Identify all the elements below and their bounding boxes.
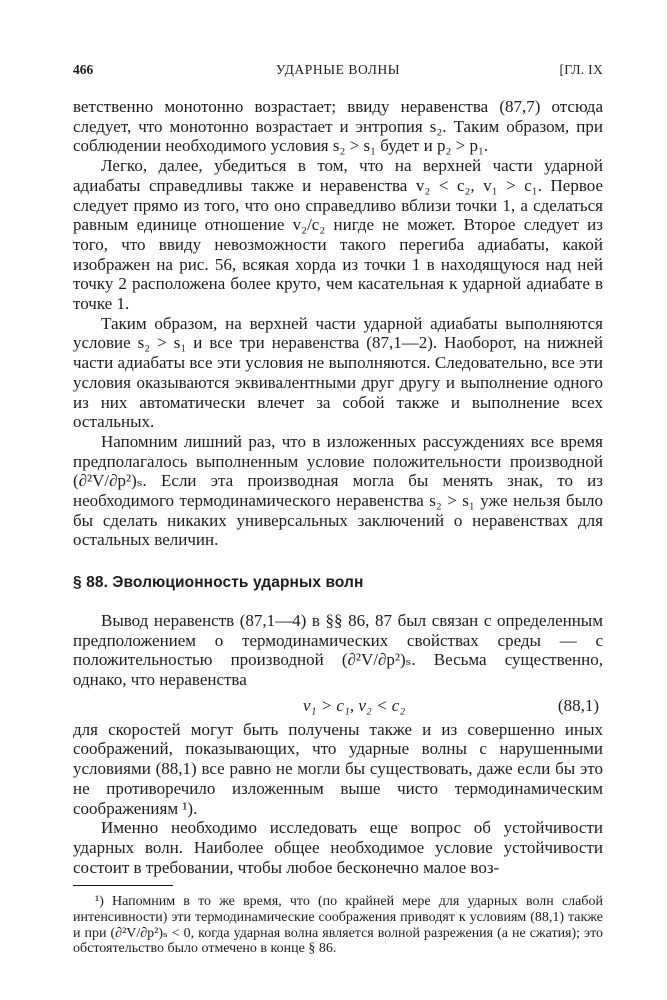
footnote-text: ¹) Напомним в то же время, что (по крайней мере для ударных волн слабой интенсивности) эти термодинамические соображения приводят к условиям (88,1) также и при (∂²V/∂p²)ₛ < 0, когда ударная волна является волной разрежения (а не сжатия); это обстоятельство было отмечено в конце § 86. bbox=[73, 894, 603, 957]
section-heading: § 88. Эволюционность ударных волн bbox=[73, 574, 364, 592]
paragraph: Напомним лишний раз, что в изложенных рассуждениях все время предполагалось выполненным условие положительности производной (∂²V/∂p²)ₛ. Если эта производная могла бы менять знак, то из необходимого термодинамического неравенства s₂ > s₁ уже нельзя было бы сделать никаких универсальных заключений о неравенствах для остальных величин. bbox=[73, 431, 603, 550]
footnote bbox=[73, 894, 603, 956]
page-body bbox=[73, 97, 603, 957]
paragraph-continued: ветственно монотонно возрастает; ввиду неравенства (87,7) отсюда следует, что монотонно возрастает и энтропия s₂. Таким образом, при соблюдении необходимого условия s₂ > s₁ будет и p₂ > p₁. bbox=[73, 97, 603, 156]
chapter-label: [ГЛ. IX bbox=[559, 62, 603, 77]
display-formula bbox=[73, 694, 603, 718]
paragraph-continued: для скоростей могут быть получены также и из совершенно иных соображений, показывающих, что ударные волны с нарушенными условиями (88,1) все равно не могли бы существовать, даже если бы это не противоречило изложенным выше чисто термодинамическим соображениям ¹). bbox=[73, 719, 603, 818]
paragraph: Именно необходимо исследовать еще вопрос об устойчивости ударных волн. Наиболее общее необходимое условие устойчивости состоит в требовании, чтобы любое бесконечно малое воз- bbox=[73, 818, 603, 877]
page-number: 466 bbox=[73, 62, 94, 77]
formula-number: (88,1) bbox=[557, 695, 599, 715]
paragraph: Легко, далее, убедиться в том, что на верхней части ударной адиабаты справедливы также и неравенства v₂ < c₂, v₁ > c₁. Первое следует прямо из того, что оно справедливо вблизи точки 1, а сделаться равным единице отношение v₂/c₂ нигде не может. Второе следует из того, что ввиду невозможности такого перегиба адиабаты, какой изображен на рис. 56, всякая хорда из точки 1 в находящуюся над ней точку 2 расположена более круто, чем касательная к ударной адиабате в точке 1. bbox=[73, 156, 603, 314]
page-header bbox=[73, 62, 603, 82]
running-title: УДАРНЫЕ ВОЛНЫ bbox=[275, 62, 401, 77]
paragraph: Вывод неравенств (87,1—4) в §§ 86, 87 был связан с определенным предположением о термодинамических свойствах среды — с положительностью производной (∂²V/∂p²)ₛ. Весьма существенно, однако, что неравенства bbox=[73, 610, 603, 689]
footnote-rule bbox=[73, 885, 173, 886]
formula-expression: v₁ > c₁, v₂ < c₂ bbox=[303, 695, 406, 715]
paragraph: Таким образом, на верхней части ударной адиабаты выполняются условие s₂ > s₁ и все три неравенства (87,1—2). Наоборот, на нижней части адиабаты все эти условия не выполняются. Следовательно, все эти условия оказываются эквивалентными друг другу и выполнение одного из них автоматически влечет за собой также и выполнение всех остальных. bbox=[73, 313, 603, 432]
